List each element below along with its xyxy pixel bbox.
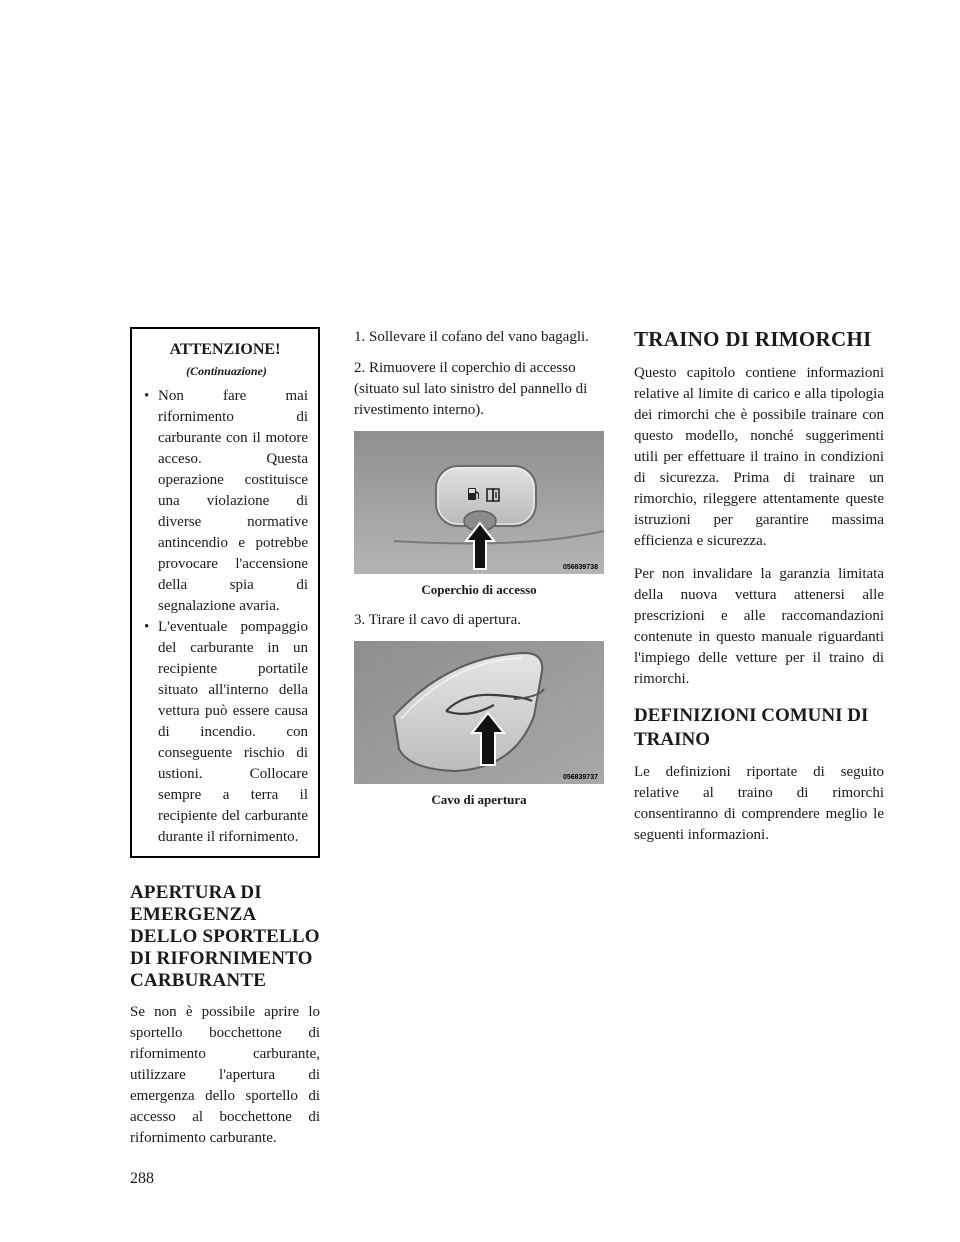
warning-item: • Non fare mai rifornimento di carburante con il motore acceso. Questa operazione costituisce una violazione di diverse normative antincendio e potrebbe provocare l'accensione della spia di segnalazione avaria. (142, 386, 308, 617)
page-number: 288 (130, 1170, 154, 1187)
towing-paragraph: Le definizioni riportate di seguito relative al traino di rimorchi consentiranno di comprendere meglio le seguenti informazioni. (634, 764, 884, 843)
emergency-heading: APERTURA DI EMERGENZA DELLO SPORTELLO DI RIFORNIMENTO CARBURANTE (130, 882, 320, 991)
step-1: 1. Sollevare il cofano del vano bagagli. (354, 329, 589, 345)
figure-caption: Cavo di apertura (431, 792, 527, 807)
warning-list (142, 386, 308, 848)
towing-paragraph: Per non invalidare la garanzia limitata della nuova vettura attenersi alle prescrizioni e alle raccomandazioni contenute in questo manuale riguardanti l'impiego delle vetture per il traino di rimorchi. (634, 566, 884, 687)
middle-column (354, 327, 604, 820)
left-column (130, 327, 320, 1161)
release-cable-figure (354, 641, 604, 784)
figure-code: 056839738 (562, 564, 598, 571)
warning-header (142, 339, 308, 382)
access-cover-illustration (354, 431, 604, 574)
towing-paragraph: Questo capitolo contiene informazioni relative al limite di carico e alla tipologia dei rimorchi che è possibile trainare con questo modello, nonché suggerimenti utili per effettuare il traino in condizioni di sicurezza. Prima di trainare un rimorchio, rileggere attentamente queste istruzioni per garantire massima efficienza e sicurezza. (634, 365, 884, 549)
warning-item: • L'eventuale pompaggio del carburante in un recipiente portatile situato all'interno della vettura può essere causa di incendio. con conseguente rischio di ustioni. Collocare sempre a terra il recipiente del carburante durante il rifornimento. (142, 617, 308, 848)
step-3: 3. Tirare il cavo di apertura. (354, 612, 522, 628)
towing-heading: TRAINO DI RIMORCHI (634, 327, 872, 351)
warning-title: ATTENZIONE! (169, 341, 281, 358)
figure-caption: Coperchio di accesso (421, 582, 537, 597)
warning-continued: (Continuazione) (186, 364, 267, 378)
emergency-body: Se non è possibile aprire lo sportello bocchettone di rifornimento carburante, utilizzare l'apertura di emergenza dello sportello di accesso al bocchettone di rifornimento carburante. (130, 1004, 320, 1146)
towing-definitions-heading: DEFINIZIONI COMUNI DI TRAINO (634, 705, 869, 750)
figure-code: 056839737 (562, 774, 598, 781)
release-cable-illustration (354, 641, 604, 784)
access-cover-figure (354, 431, 604, 574)
right-column (634, 327, 884, 858)
warning-box (130, 327, 320, 858)
step-2: 2. Rimuovere il coperchio di accesso (situato sul lato sinistro del pannello di rivestimento interno). (354, 360, 588, 418)
